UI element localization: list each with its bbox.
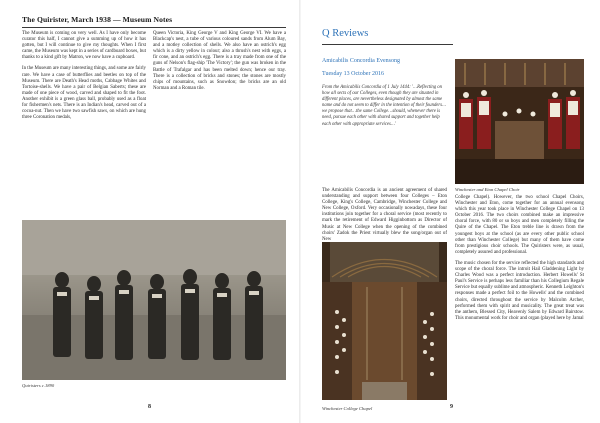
choir-caption: Winchester and Eton Chapel Choir bbox=[455, 187, 520, 192]
quiristers-photo bbox=[22, 220, 286, 380]
article-body-left bbox=[322, 188, 447, 248]
chapel-photo bbox=[322, 242, 447, 400]
chapel-caption: Winchester College Chapel bbox=[322, 406, 373, 411]
article-body-right bbox=[455, 195, 584, 327]
article-date: Tuesday 13 October 2016 bbox=[322, 71, 384, 77]
article-title: Amicabilis Concordia Evensong bbox=[322, 58, 400, 64]
section-title: Q Reviews bbox=[322, 28, 369, 39]
left-column-1 bbox=[22, 31, 146, 126]
paragraph: The Amicabilis Concordia is an ancient agreement of shared understanding and support between four Colleges – Eton College, King's College, Cambridge, Winchester College and New College, Oxford. Very occasionally nowadays, these four institutions join together for a choral service (most recently to mark the retirement of Edward Higginbottom as Director of Music at New College when the opening of the combined choirs' Zadok the Priest virtually blew the song/organ out of New bbox=[322, 188, 447, 242]
paragraph: Queen Victoria, King George V and King George VI. We have a Blackcap's nest, a tube of various coloured sands from Alum Bay, and a motley collection of shells. We also have an ostrich's egg which is a dirty yellow in colour; also a thrush's nest with eggs, a fir cone, and an ostrich's egg. There is a tray made from one of the guns of Nelson's flag-ship 'The Victory'; the gun was broken in the Battle of Trafalgar and has been melted down; hence our tray. There is a collection of bricks and stones; the stones are mostly chips of mountains, such as Snowdon; the bricks are an old Norman and a Roman tile. bbox=[153, 31, 286, 91]
paragraph: The Museum is coming on very well. As I have only become curator this half, I cannot give a summing up of how it has gotten, but I will continue to give my thoughts. When I first came, the Museum was kept in a series of cardboard boxes, but thanks to a kind gift by Matron, we now have a cupboard. bbox=[22, 31, 146, 61]
right-page bbox=[300, 0, 600, 423]
choir-photo bbox=[455, 59, 584, 184]
paragraph: In the Museum are many interesting things, and some are fairly rare. We have a case of butterflies and beetles on top of the Museum. There are Death's Head moths, Cabbage Whites and Tortoise-shells. We have a pair of Belgian Saberts; these are made of one piece of wood, carved and shaped to fit the foot. Another exhibit is a green glass ball, probably used as a float for fishermen's nets. There is an Indian's head, carved out of a cocoa-nut. Then we have two sawfish saws, on which are hung three Coronation medals, bbox=[22, 66, 146, 121]
running-head: The Quirister, March 1938 — Museum Notes bbox=[22, 15, 173, 24]
header-rule bbox=[22, 27, 286, 28]
photo-caption: Quiristers c.1890 bbox=[22, 383, 55, 388]
paragraph: The music chosen for the service reflected the high standards and scope of the choral force. The introit Hail Gladdening Light by Charles Wood was a perfect introduction. Herbert Howells' St Paul's Service is perhaps less familiar than his Collegium Regale Service but equally sublime and atmospheric. Kenneth Leighton's responses made a perfect foil to the Howells' and the combined choirs, directed throughout the service by Malcolm Archer, performed them with spirit and musicality. The great treat was the anthem, Blessed City, Heavenly Salem by Edward Bairstow. This monumental work for choir and organ (played here by Jamal bbox=[455, 260, 584, 321]
left-column-2 bbox=[153, 31, 286, 97]
page-number: 9 bbox=[450, 404, 453, 410]
page-number: 8 bbox=[148, 404, 151, 410]
section-rule bbox=[322, 44, 453, 45]
paragraph: College Chapel). However, the two school Chapel Choirs, Winchester and Eton, come together for an annual evensong which this year took place in Winchester College Chapel on 13 October 2016. The two choirs combined make an impressive choral force, with 80 or so boys and men completely filling the Quire of the Chapel. The Eton treble line is drawn from the youngest boys at the school (as are every other public school other than Winchester College) but many of them have come from prestigious choir schools. The Quiristers were, as usual, completely assured and professional. bbox=[455, 195, 584, 255]
intro-quote: From the Amicabilis Concordia of 1 July 1444: '…Reflecting on how all sects of our Colleges, even though they are situated in different places, are nevertheless designated by almost the same name and do not seem to differ in the intention of their founders…we propose that…the same College…should, whenever there is need, pursue each other with shared support and together help each other with appropriate services…' bbox=[322, 85, 447, 127]
